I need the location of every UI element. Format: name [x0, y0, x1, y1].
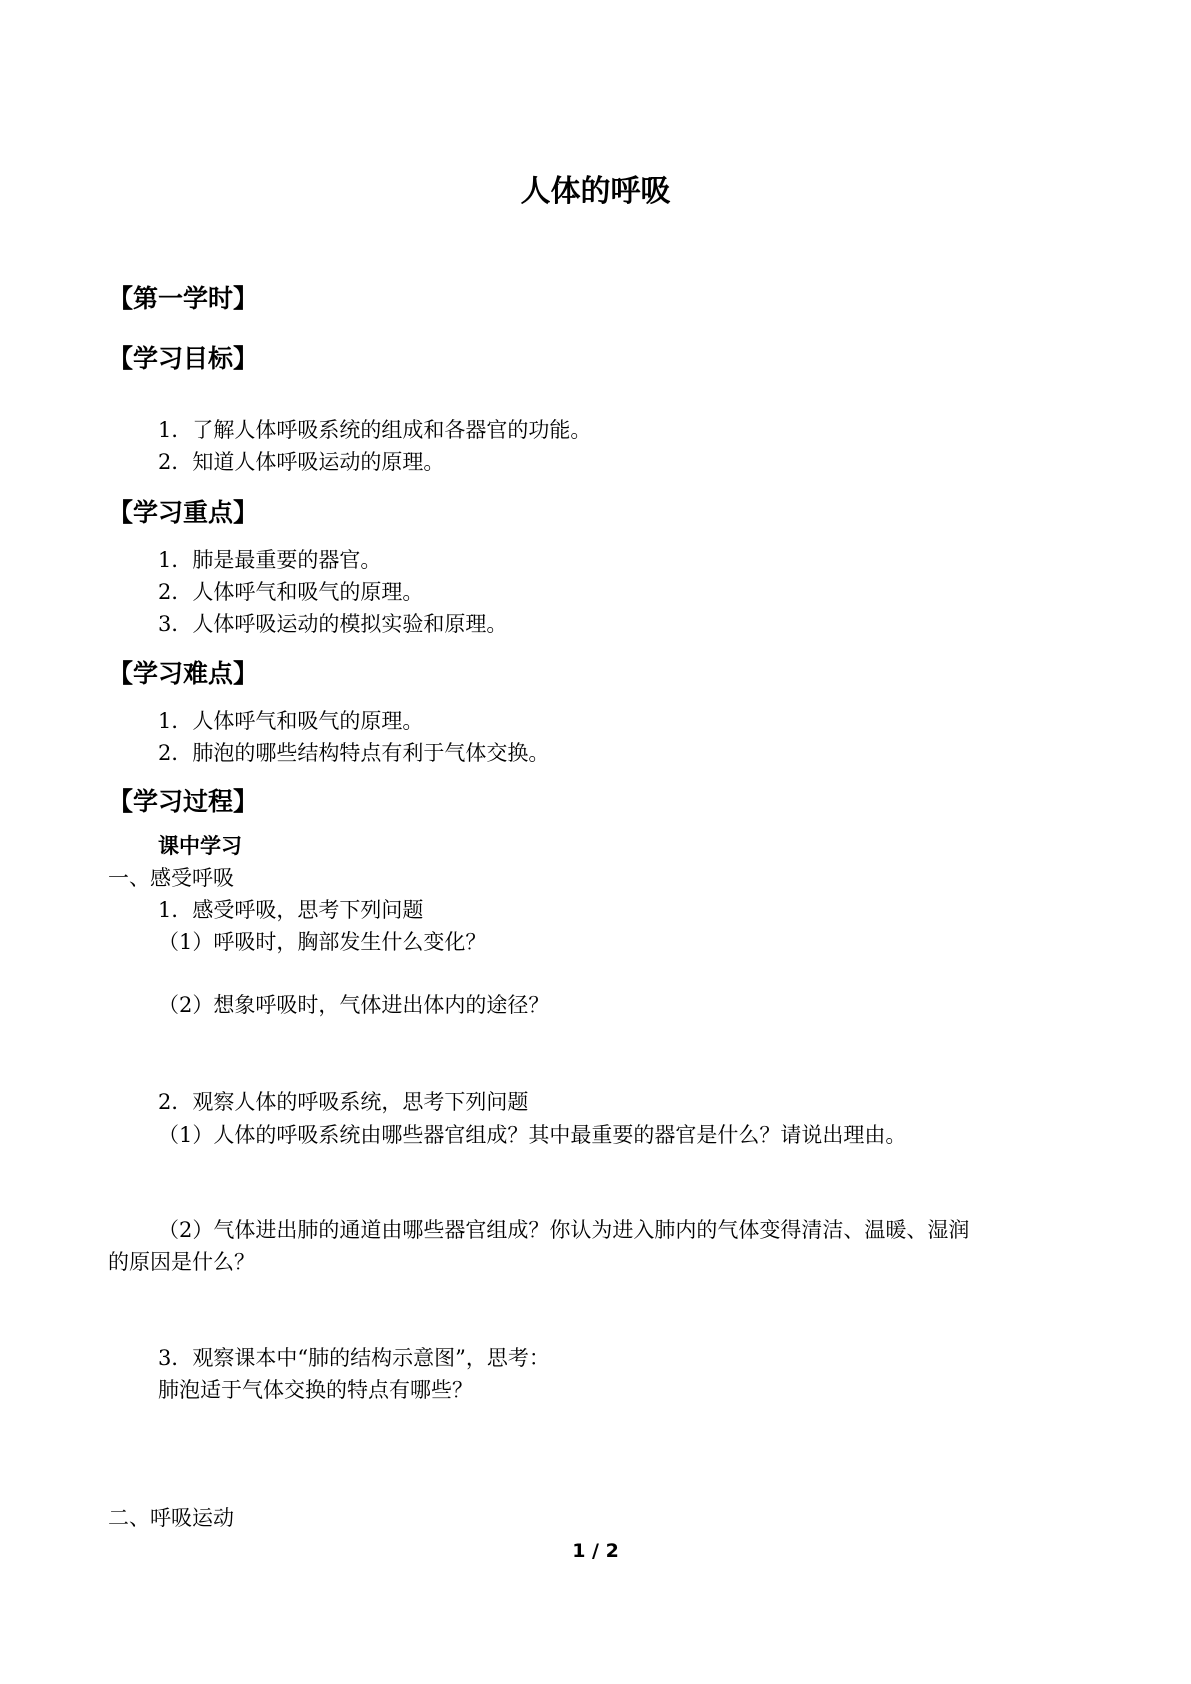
page-number: 1 / 2 [572, 1540, 619, 1562]
difficulty-item-2: 2．肺泡的哪些结构特点有利于气体交换。 [158, 741, 550, 765]
key-point-item-3: 3．人体呼吸运动的模拟实验和原理。 [158, 612, 508, 636]
question-1a: （1）呼吸时，胸部发生什么变化？ [158, 930, 487, 954]
question-2: 2．观察人体的呼吸系统，思考下列问题 [158, 1090, 529, 1114]
key-point-item-1: 1．肺是最重要的器官。 [158, 548, 382, 572]
document-title: 人体的呼吸 [520, 174, 671, 209]
lesson-heading: 【第一学时】 [108, 284, 259, 313]
difficulties-heading: 【学习难点】 [108, 659, 259, 688]
process-heading: 【学习过程】 [108, 787, 259, 816]
part-one-heading: 一、感受呼吸 [108, 866, 234, 890]
question-2b-line-1: （2）气体进出肺的通道由哪些器官组成？你认为进入肺内的气体变得清洁、温暖、湿润 [158, 1218, 970, 1242]
part-two-heading: 二、呼吸运动 [108, 1506, 234, 1530]
goal-item-2: 2．知道人体呼吸运动的原理。 [158, 450, 445, 474]
difficulty-item-1: 1．人体呼气和吸气的原理。 [158, 709, 424, 733]
in-class-subheading: 课中学习 [158, 834, 242, 858]
question-3: 3．观察课本中“肺的结构示意图”，思考： [158, 1346, 550, 1370]
key-point-item-2: 2．人体呼气和吸气的原理。 [158, 580, 424, 604]
question-2b-line-2: 的原因是什么？ [108, 1250, 255, 1274]
question-1b: （2）想象呼吸时，气体进出体内的途径？ [158, 993, 550, 1017]
question-2a: （1）人体的呼吸系统由哪些器官组成？其中最重要的器官是什么？请说出理由。 [158, 1123, 907, 1147]
goal-item-1: 1．了解人体呼吸系统的组成和各器官的功能。 [158, 418, 592, 442]
key-points-heading: 【学习重点】 [108, 498, 259, 527]
question-1: 1．感受呼吸，思考下列问题 [158, 898, 424, 922]
question-3a: 肺泡适于气体交换的特点有哪些？ [158, 1378, 473, 1402]
goals-heading: 【学习目标】 [108, 344, 259, 373]
